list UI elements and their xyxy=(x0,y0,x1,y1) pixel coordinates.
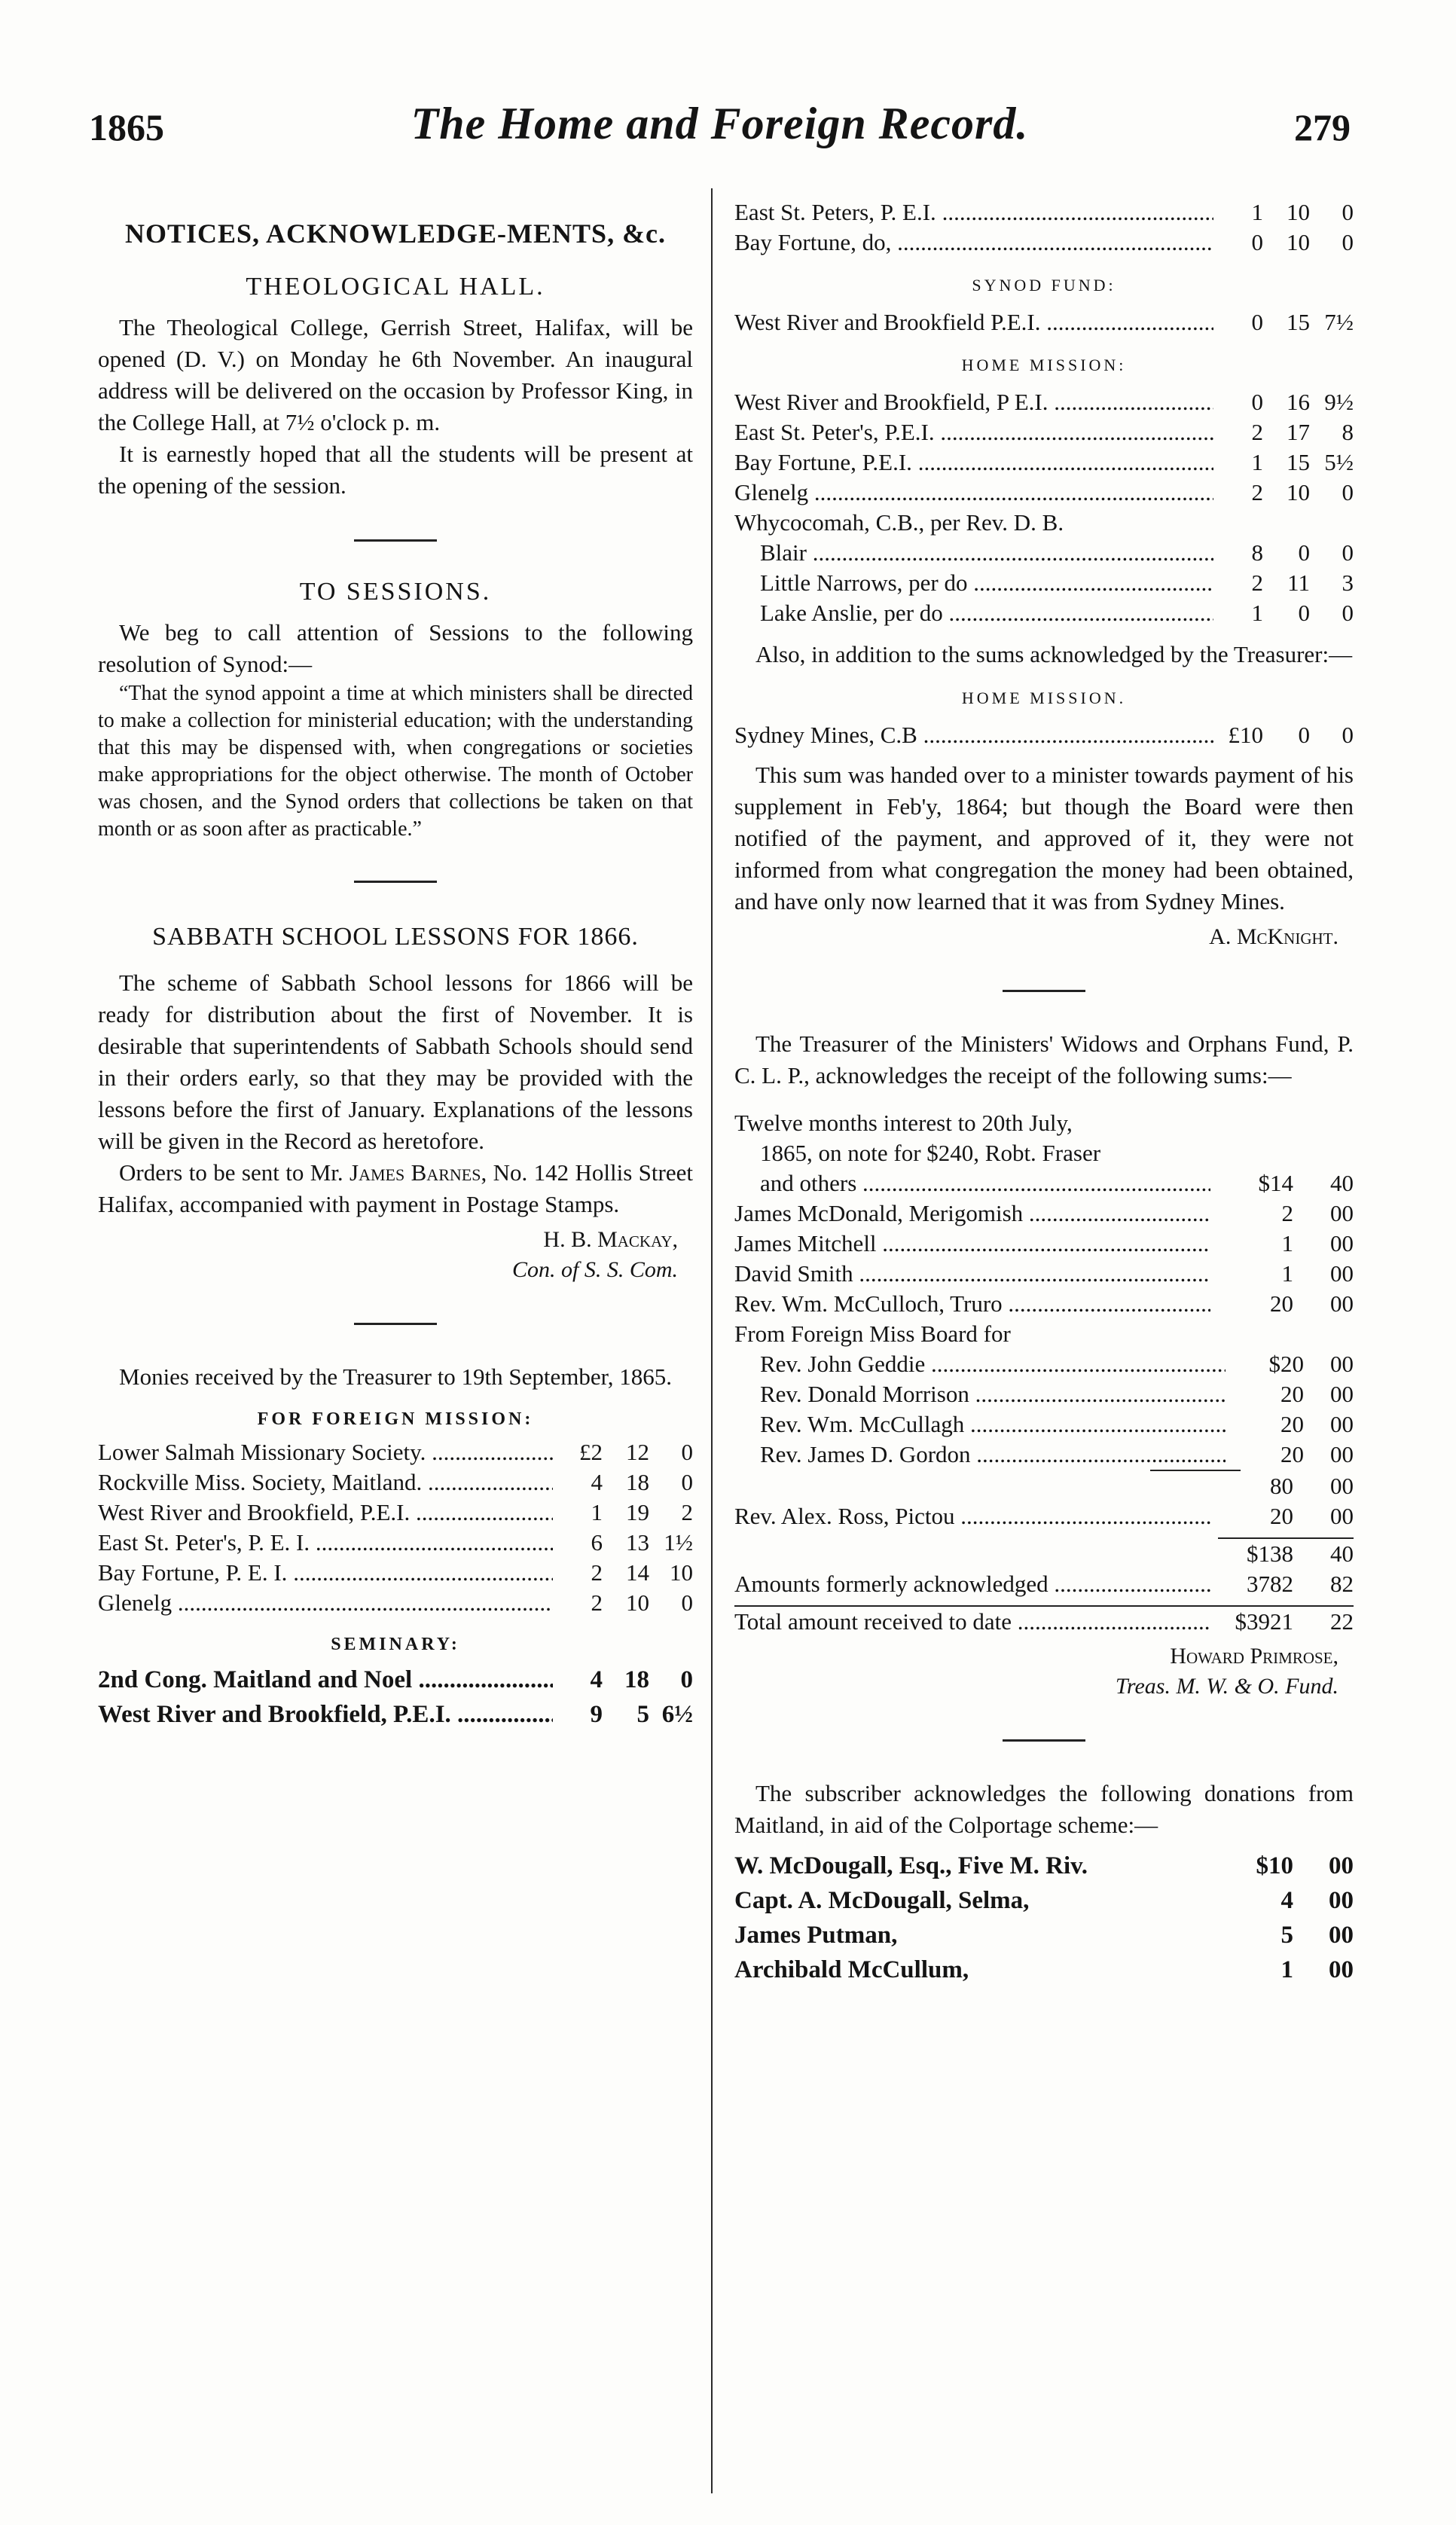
item-value: 10 xyxy=(1287,479,1310,505)
item-label: Rev. Donald Morrison ..... xyxy=(734,1379,1226,1409)
item-value: 5 xyxy=(636,1701,649,1728)
item-value: 1 xyxy=(1251,199,1263,225)
item-label: West River and Brookfield, P.E.I. ..... xyxy=(98,1498,553,1528)
item-label: Lower Salmah Missionary Society. ..... xyxy=(98,1437,553,1467)
item-value: 00 xyxy=(1329,1922,1354,1949)
signature-name: H. B. Mackay, xyxy=(543,1227,678,1252)
item-value: 00 xyxy=(1330,1381,1354,1407)
item-value: 22 xyxy=(1330,1608,1354,1635)
list-item xyxy=(734,1259,1354,1289)
subtotal-row: $138 40 xyxy=(1247,1540,1354,1567)
section-rule xyxy=(354,539,437,542)
list-item xyxy=(734,1607,1354,1637)
sabbath-school-heading: SABBATH SCHOOL LESSONS FOR 1866. xyxy=(152,923,639,951)
board-total-row: 80 00 xyxy=(1270,1473,1354,1499)
item-value: 10 xyxy=(670,1559,693,1586)
item-label: Rev. John Geddie ..... xyxy=(734,1349,1226,1379)
item-value: 3 xyxy=(1342,569,1354,596)
primrose-signature xyxy=(734,1641,1354,1702)
mcknight-signature: A. McKnight. xyxy=(1209,924,1338,949)
item-value: 0 xyxy=(1251,229,1263,255)
list-item xyxy=(734,1379,1354,1409)
item-label: Capt. A. McDougall, Selma, xyxy=(734,1887,1030,1914)
list-item xyxy=(734,1289,1354,1319)
widows-fund-paragraph: The Treasurer of the Ministers' Widows and Orphans Fund, P. C. L. P., acknowledges the receipt of the following sums:— xyxy=(734,1030,1354,1088)
item-value: 2 xyxy=(591,1559,603,1586)
item-label: East St. Peter's, P. E. I. ..... xyxy=(98,1528,553,1558)
item-value: 2 xyxy=(1251,569,1263,596)
orders-name: James Barnes xyxy=(350,1159,481,1186)
item-value: 18 xyxy=(626,1469,649,1495)
sydney-paragraph: This sum was handed over to a minister towards payment of his supplement in Feb'y, 1864; but though the Board were then notified of the payment, and approved of it, they were not informed from what congregation the money had been obtained, and have only now learned that it was from Sydney Mines. xyxy=(734,762,1354,914)
item-value: 40 xyxy=(1330,1170,1354,1196)
item-value: 0 xyxy=(1342,722,1354,748)
home-mission-list xyxy=(734,387,1354,508)
list-item xyxy=(734,1229,1354,1259)
list-item xyxy=(734,568,1354,598)
orders-text: Orders to be sent to Mr. xyxy=(119,1159,350,1186)
item-value: 1 xyxy=(591,1499,603,1525)
signature-title: Con. of S. S. Com. xyxy=(511,1257,678,1282)
item-value: 10 xyxy=(626,1589,649,1616)
theological-hall-paragraph-1: The Theological College, Gerrish Street, Halifax, will be opened (D. V.) on Monday he 6th November. An inaugural address will be delivered on the occasion by Professor King, in the College Hall, at 7½ o'clock p. m. xyxy=(98,314,693,435)
item-value: 2 xyxy=(681,1499,693,1525)
list-item xyxy=(734,1918,1354,1953)
item-value: 0 xyxy=(1342,539,1354,566)
home-mission-heading-2: HOME MISSION. xyxy=(961,688,1127,707)
item-value: 00 xyxy=(1330,1351,1354,1377)
sessions-paragraph: We beg to call attention of Sessions to the following resolution of Synod:— xyxy=(98,619,693,677)
seminary-list xyxy=(98,1662,693,1732)
item-value: 0 xyxy=(681,1589,693,1616)
foreign-mission-list xyxy=(98,1437,693,1618)
item-value: 0 xyxy=(1298,600,1310,626)
header-year: 1865 xyxy=(89,106,164,148)
item-value: 82 xyxy=(1330,1571,1354,1597)
item-value: 0 xyxy=(681,1439,693,1465)
sydney-row xyxy=(734,720,1354,750)
list-item xyxy=(734,447,1354,478)
item-value: 4 xyxy=(1280,1887,1293,1914)
item-value: 19 xyxy=(626,1499,649,1525)
item-value: $14 xyxy=(1258,1170,1293,1196)
list-item xyxy=(734,197,1354,227)
item-value: 0 xyxy=(1298,722,1310,748)
total-row xyxy=(734,1607,1354,1637)
item-value: $20 xyxy=(1268,1351,1304,1377)
item-label: 2nd Cong. Maitland and Noel ..... xyxy=(98,1662,553,1697)
sessions-heading: TO SESSIONS. xyxy=(299,578,492,606)
sabbath-school-paragraph-2 xyxy=(98,1157,693,1220)
item-value: 1 xyxy=(1251,449,1263,475)
item-label: Rockville Miss. Society, Maitland. ..... xyxy=(98,1467,553,1498)
signature-title: Treas. M. W. & O. Fund. xyxy=(1115,1674,1338,1699)
item-value: 12 xyxy=(626,1439,649,1465)
item-value: 10 xyxy=(1287,199,1310,225)
item-value: 0 xyxy=(1342,600,1354,626)
item-value: 00 xyxy=(1329,1956,1354,1983)
home-mission-heading: HOME MISSION: xyxy=(961,356,1127,374)
signature-name: Howard Primrose, xyxy=(1170,1644,1338,1669)
list-item xyxy=(734,538,1354,568)
notices-heading: NOTICES, ACKNOWLEDGE-MENTS, &c. xyxy=(124,218,667,249)
item-label: Bay Fortune, P.E.I. ..... xyxy=(734,447,1213,478)
item-label: West River and Brookfield, P.E.I. ..... xyxy=(98,1697,553,1732)
item-value: 2 xyxy=(1251,479,1263,505)
item-value: 00 xyxy=(1330,1230,1354,1256)
list-item xyxy=(734,1440,1354,1470)
item-value: 00 xyxy=(1330,1200,1354,1226)
item-value: 00 xyxy=(1330,1290,1354,1317)
item-value: 16 xyxy=(1287,389,1310,415)
list-item xyxy=(734,478,1354,508)
item-value: 14 xyxy=(626,1559,649,1586)
section-rule xyxy=(1003,1739,1085,1742)
list-item xyxy=(98,1662,693,1697)
list-item xyxy=(734,720,1354,750)
item-value: 1½ xyxy=(664,1529,693,1556)
item-value: 8 xyxy=(1251,539,1263,566)
item-value: 00 xyxy=(1330,1441,1354,1467)
subscriber-paragraph: The subscriber acknowledges the following donations from Maitland, in aid of the Colportage scheme:— xyxy=(734,1780,1354,1838)
synod-fund-list xyxy=(734,307,1354,337)
item-label: David Smith ..... xyxy=(734,1259,1210,1289)
list-item xyxy=(734,1501,1354,1531)
top-list xyxy=(734,197,1354,258)
list-item: From Foreign Miss Board for xyxy=(734,1321,1011,1347)
item-label: Lake Anslie, per do ..... xyxy=(734,598,1213,628)
item-value: 1 xyxy=(1281,1230,1293,1256)
item-value: 7½ xyxy=(1324,309,1354,335)
list-item: 1865, on note for $240, Robt. Fraser xyxy=(760,1140,1101,1166)
ross-row xyxy=(734,1501,1354,1531)
item-label: West River and Brookfield, P E.I. ..... xyxy=(734,387,1213,417)
list-item xyxy=(734,1953,1354,1987)
list-item: Twelve months interest to 20th July, xyxy=(734,1110,1073,1136)
item-value: 2 xyxy=(591,1589,603,1616)
list-item xyxy=(98,1588,693,1618)
item-value: $3921 xyxy=(1235,1608,1293,1635)
item-value: 0 xyxy=(1342,199,1354,225)
home-mission-list-2 xyxy=(734,538,1354,628)
item-value: 20 xyxy=(1280,1441,1304,1467)
item-value: 00 xyxy=(1330,1503,1354,1529)
list-item xyxy=(98,1558,693,1588)
board-list xyxy=(734,1349,1354,1470)
item-label: Rev. Wm. McCulloch, Truro ..... xyxy=(734,1289,1210,1319)
theological-hall-heading: THEOLOGICAL HALL. xyxy=(246,273,545,301)
item-label: Bay Fortune, do, ..... xyxy=(734,227,1213,258)
list-item xyxy=(734,417,1354,447)
item-value: $10 xyxy=(1256,1852,1293,1879)
item-value: 10 xyxy=(1287,229,1310,255)
maitland-list xyxy=(734,1849,1354,1987)
item-value: 0 xyxy=(1298,539,1310,566)
formerly-row xyxy=(734,1569,1354,1599)
item-value: 6½ xyxy=(661,1701,693,1728)
item-value: 0 xyxy=(680,1666,693,1693)
item-value: 18 xyxy=(624,1666,649,1693)
item-label: Blair ..... xyxy=(734,538,1213,568)
item-label: James Mitchell ..... xyxy=(734,1229,1210,1259)
list-item xyxy=(734,307,1354,337)
list-item xyxy=(734,1349,1354,1379)
item-value: 2 xyxy=(1251,419,1263,445)
list-item xyxy=(734,1849,1354,1883)
item-value: 2 xyxy=(1281,1200,1293,1226)
item-label: James Putman, xyxy=(734,1922,898,1949)
theological-hall-paragraph-2: It is earnestly hoped that all the students will be present at the opening of the session. xyxy=(98,441,693,499)
item-label: James McDonald, Merigomish ..... xyxy=(734,1198,1210,1229)
item-value: £2 xyxy=(579,1439,603,1465)
left-column xyxy=(98,197,693,1732)
list-item xyxy=(98,1528,693,1558)
item-value: 9½ xyxy=(1324,389,1354,415)
interest-row xyxy=(734,1168,1354,1198)
list-item xyxy=(734,598,1354,628)
item-value: 0 xyxy=(681,1469,693,1495)
item-value: 11 xyxy=(1287,569,1310,596)
item-label: Sydney Mines, C.B ..... xyxy=(734,720,1213,750)
sabbath-school-paragraph-1: The scheme of Sabbath School lessons for 1866 will be ready for distribution about the first of November. It is desirable that superintendents of Sabbath Schools should send in their orders early, so that they may be provided with the lessons before the first of January. Explanations of the lessons will be given in the Record as heretofore. xyxy=(98,969,693,1154)
item-label: Little Narrows, per do ..... xyxy=(734,568,1213,598)
list-item xyxy=(734,1198,1354,1229)
list-item xyxy=(98,1697,693,1732)
mackay-signature xyxy=(98,1225,693,1285)
item-value: £10 xyxy=(1228,722,1263,748)
seminary-heading: SEMINARY: xyxy=(331,1635,460,1654)
item-value: 0 xyxy=(1251,309,1263,335)
section-rule xyxy=(354,881,437,883)
right-column xyxy=(734,197,1354,1987)
list-item xyxy=(734,1883,1354,1918)
item-label: Glenelg ..... xyxy=(734,478,1213,508)
item-label: Rev. Wm. McCullagh ..... xyxy=(734,1409,1226,1440)
list-item xyxy=(98,1467,693,1498)
item-label: and others ..... xyxy=(734,1168,1210,1198)
item-value: 1 xyxy=(1281,1260,1293,1287)
header-page-number: 279 xyxy=(1294,106,1351,148)
monies-received-paragraph: Monies received by the Treasurer to 19th September, 1865. xyxy=(119,1363,672,1390)
item-value: 0 xyxy=(1342,229,1354,255)
orders-address: , No. 142 Hollis Street Halifax, accompanied with payment in Postage Stamps. xyxy=(98,1159,693,1217)
item-value: 4 xyxy=(590,1666,603,1693)
item-value: 4 xyxy=(591,1469,603,1495)
item-value: 20 xyxy=(1280,1411,1304,1437)
item-label: Glenelg ..... xyxy=(98,1588,553,1618)
also-paragraph: Also, in addition to the sums acknowledged by the Treasurer:— xyxy=(755,641,1353,667)
synod-resolution-quote: “That the synod appoint a time at which ministers shall be directed to make a collection for ministerial education; with the understanding that this may be dispensed with, when congregations or societies make appropriations for the object otherwise. The month of October was chosen, and the Synod orders that collections be taken on that month or as soon after as practicable.” xyxy=(98,682,693,841)
section-rule xyxy=(1003,990,1085,992)
item-value: 15 xyxy=(1287,309,1310,335)
item-value: 00 xyxy=(1330,1260,1354,1287)
item-value: 00 xyxy=(1329,1887,1354,1914)
item-label: Rev. Alex. Ross, Pictou ..... xyxy=(734,1501,1210,1531)
item-value: 00 xyxy=(1330,1411,1354,1437)
header-title: The Home and Foreign Record. xyxy=(411,99,1029,148)
page-header xyxy=(89,98,1351,166)
item-label: East St. Peters, P. E.I. ..... xyxy=(734,197,1213,227)
item-value: 9 xyxy=(590,1701,603,1728)
item-value: 0 xyxy=(1251,389,1263,415)
list-item xyxy=(734,227,1354,258)
list-item xyxy=(734,1168,1354,1198)
list-item xyxy=(98,1437,693,1467)
item-value: 20 xyxy=(1270,1290,1293,1317)
item-label: Rev. James D. Gordon ..... xyxy=(734,1440,1226,1470)
item-label: Bay Fortune, P. E. I. ..... xyxy=(98,1558,553,1588)
item-value: 5½ xyxy=(1324,449,1354,475)
item-value: 13 xyxy=(626,1529,649,1556)
item-value: 20 xyxy=(1280,1381,1304,1407)
list-item xyxy=(734,1569,1354,1599)
item-value: 0 xyxy=(1342,479,1354,505)
item-label: Archibald McCullum, xyxy=(734,1956,969,1983)
item-value: 17 xyxy=(1287,419,1310,445)
item-value: 00 xyxy=(1329,1852,1354,1879)
column-divider xyxy=(711,188,713,2493)
item-value: 15 xyxy=(1287,449,1310,475)
item-value: 20 xyxy=(1270,1503,1293,1529)
synod-fund-heading: SYNOD FUND: xyxy=(972,276,1116,295)
item-value: 1 xyxy=(1280,1956,1293,1983)
list-item xyxy=(98,1498,693,1528)
item-value: 3782 xyxy=(1247,1571,1293,1597)
item-value: 6 xyxy=(591,1529,603,1556)
item-label: East St. Peter's, P.E.I. ..... xyxy=(734,417,1213,447)
item-label: West River and Brookfield P.E.I. ..... xyxy=(734,307,1213,337)
section-rule xyxy=(354,1323,437,1325)
list-item xyxy=(734,387,1354,417)
item-label: W. McDougall, Esq., Five M. Riv. xyxy=(734,1852,1088,1879)
list-item: Whycocomah, C.B., per Rev. D. B. xyxy=(734,509,1064,536)
item-value: 1 xyxy=(1251,600,1263,626)
item-label: Amounts formerly acknowledged ..... xyxy=(734,1569,1210,1599)
item-value: 5 xyxy=(1280,1922,1293,1949)
donor-list xyxy=(734,1198,1354,1319)
item-value: 8 xyxy=(1342,419,1354,445)
item-label: Total amount received to date ..... xyxy=(734,1607,1210,1637)
foreign-mission-heading: FOR FOREIGN MISSION: xyxy=(257,1409,534,1429)
list-item xyxy=(734,1409,1354,1440)
